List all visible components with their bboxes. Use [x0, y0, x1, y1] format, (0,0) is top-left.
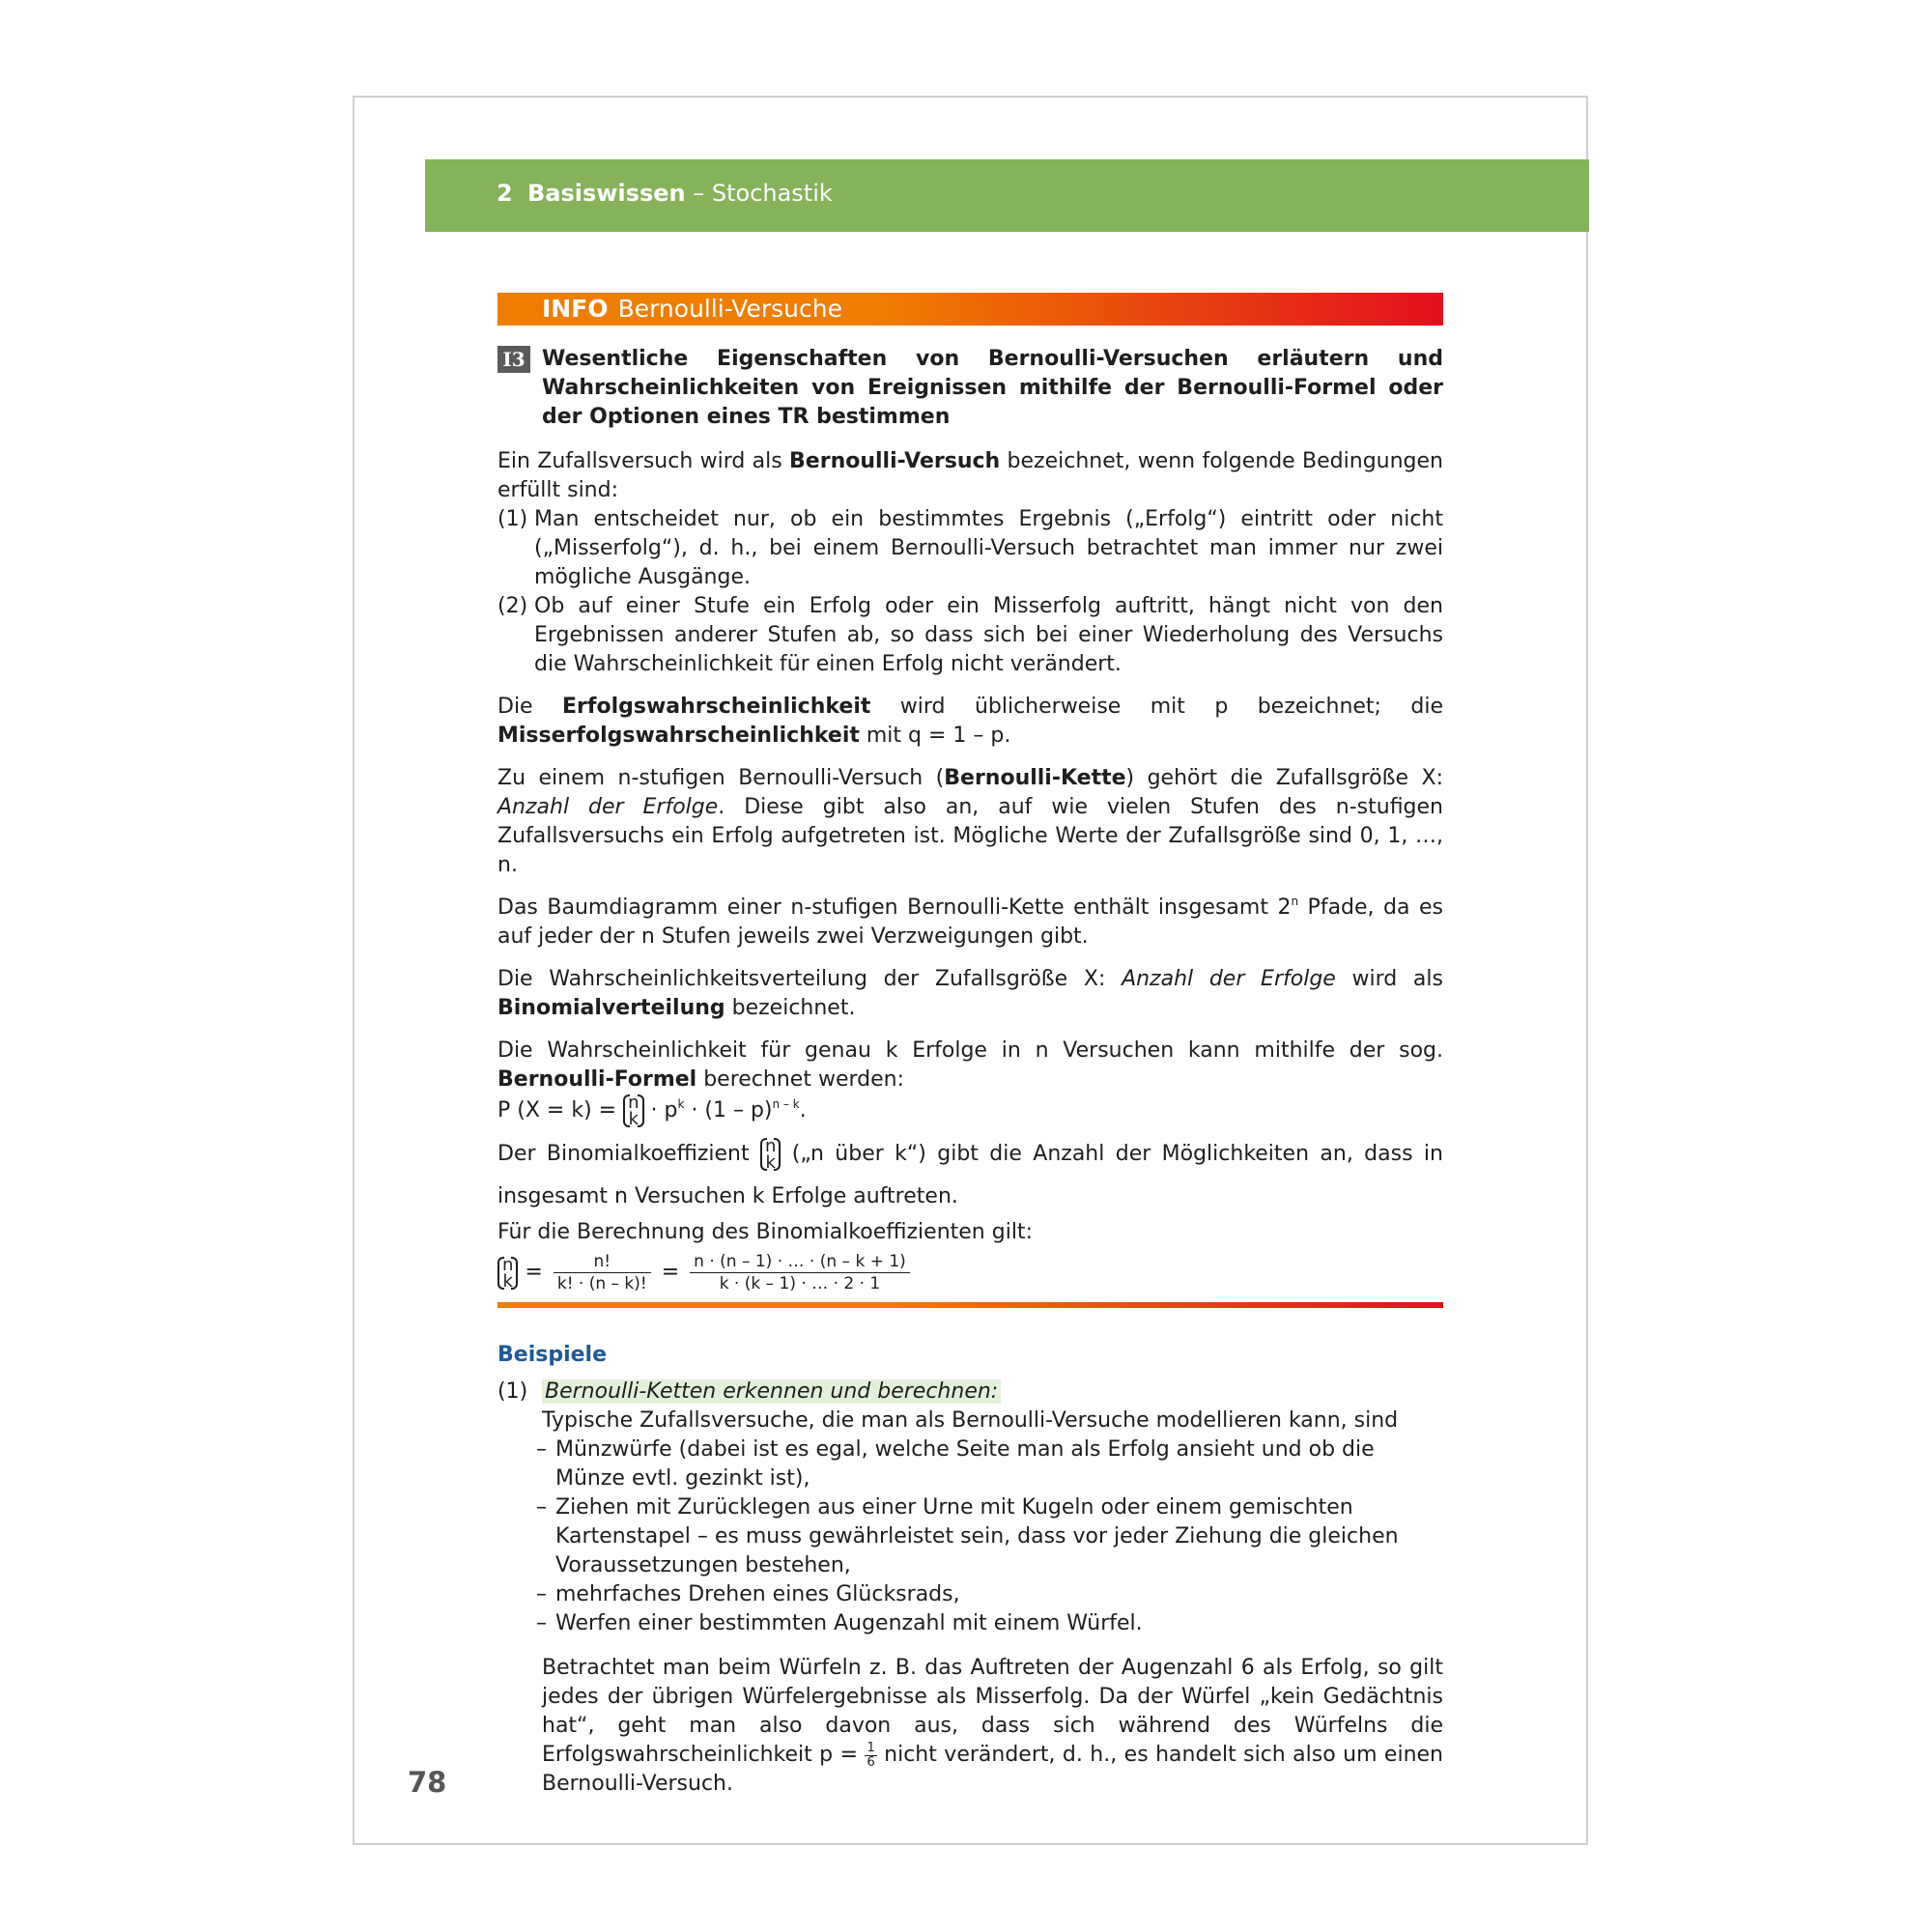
calculation-paragraph: Für die Berechnung des Binomialkoeffizienten gilt: [497, 1220, 1033, 1244]
text-span: („n über k“) gibt die Anzahl der Möglichkeiten an, dass in insgesamt n Versuchen k Erfolge auftreten. [497, 1142, 1443, 1208]
page-number: 78 [408, 1766, 447, 1799]
binomial-coefficient [497, 1254, 518, 1292]
list-item-text: Ziehen mit Zurücklegen aus einer Urne mit Kugeln oder einem gemischten Kartenstapel – es muss gewährleistet sein, dass vor jeder Ziehung die gleichen Voraussetzungen bestehen, [555, 1495, 1399, 1577]
text-span: wird üblicherweise mit p bezeichnet; die [870, 695, 1443, 719]
text-span: Die Wahrscheinlichkeitsverteilung der Zufallsgröße X: [497, 967, 1122, 991]
text-span: Betrachtet man beim Würfeln z. B. das Auftreten der Augenzahl 6 als Erfolg, so gilt jedes der übrigen Würfelergebnisse als Misserfolg. Da der Würfel „kein Gedächtnis hat“, geht man also davon aus, dass sich während des Würfelns die Erfolgswahrscheinlichkeit p = [542, 1656, 1443, 1767]
distribution-paragraph [497, 965, 1443, 1023]
text-span: bezeichnet. [724, 996, 856, 1020]
competency-row [497, 345, 1443, 432]
condition-text: Ob auf einer Stufe ein Erfolg oder ein Misserfolg auftritt, hängt nicht von den Ergebnissen anderer Stufen ab, so dass sich bei einer Wiederholung des Versuchs die Wahrscheinlichkeit für einen Erfolg nicht verändert. [534, 594, 1443, 676]
example-paragraph [542, 1654, 1443, 1799]
superscript: n [1291, 895, 1299, 908]
list-item [536, 1609, 1443, 1638]
binomial-coefficient [623, 1094, 643, 1127]
chapter-title [497, 180, 833, 207]
formula-text: . [799, 1098, 807, 1122]
binom-bottom: k [628, 1109, 639, 1129]
example-body [536, 1378, 1443, 1812]
example-number: (1) [497, 1379, 528, 1404]
text-span: wird als [1335, 967, 1443, 991]
term-bernoulli-versuch: Bernoulli-Versuch [789, 449, 1001, 473]
chapter-subtitle: Stochastik [711, 180, 833, 207]
conditions-list [497, 505, 1443, 679]
binom-bottom: k [765, 1152, 776, 1173]
text-span: Pfade, da es auf jeder der n Stufen jeweils zwei Verzweigungen gibt. [497, 895, 1443, 949]
condition-item [497, 505, 1443, 592]
term-binomialverteilung: Binomialverteilung [497, 996, 725, 1020]
text-span: Zu einem n-stufigen Bernoulli-Versuch ( [497, 766, 945, 790]
formula-text: · p [643, 1098, 678, 1122]
chain-paragraph [497, 764, 1443, 880]
fraction-numerator: n! [554, 1251, 651, 1273]
chapter-name: Basiswissen [526, 180, 686, 207]
example-dash-list [536, 1435, 1443, 1638]
binom-top: n [628, 1093, 639, 1113]
term-erfolgswahrscheinlichkeit: Erfolgswahrscheinlichkeit [562, 695, 871, 719]
fraction-denominator: 6 [867, 1754, 875, 1770]
text-span: . Diese gibt also an, auf wie vielen Stufen des n-stufigen Zufallsversuchs ein Erfolg aufgetreten ist. Mögliche Werte der Zufallsgröße sind 0, 1, …, n. [497, 795, 1443, 877]
dash-marker: – [536, 1582, 547, 1606]
info-title: Bernoulli-Versuche [617, 295, 842, 323]
text-span: Die [497, 695, 563, 719]
binomial-coefficient-formula [497, 1251, 1443, 1294]
list-item [536, 1493, 1443, 1580]
italic-term: Anzahl der Erfolge [497, 795, 719, 819]
fraction-numerator: n · (n – 1) · … · (n – k + 1) [690, 1251, 910, 1273]
i3-badge: I3 [497, 346, 530, 373]
fraction-numerator: 1 [867, 1740, 875, 1755]
superscript: n – k [772, 1097, 800, 1111]
italic-term: Anzahl der Erfolge [1122, 967, 1336, 991]
text-span: ) gehört die Zufallsgröße X: [1125, 766, 1443, 790]
condition-item [497, 592, 1443, 679]
text-span: nicht verändert, d. h., es handelt sich also um einen Bernoulli-Versuch. [542, 1743, 1443, 1796]
list-item-text: Werfen einer bestimmten Augenzahl mit einem Würfel. [555, 1611, 1143, 1635]
fraction-product [690, 1251, 910, 1294]
dash-marker: – [536, 1437, 547, 1462]
tree-paragraph [497, 894, 1443, 952]
probability-paragraph [497, 693, 1443, 751]
text-span: Ein Zufallsversuch wird als [497, 449, 790, 473]
list-item [536, 1435, 1443, 1493]
examples-heading: Beispiele [497, 1343, 607, 1367]
term-bernoulli-kette: Bernoulli-Kette [944, 766, 1126, 790]
info-header [497, 293, 1443, 326]
binomial-coefficient-paragraph [497, 1133, 1443, 1218]
info-box [497, 293, 1443, 1812]
fraction-factorial [554, 1251, 651, 1294]
binomial-coefficient [760, 1138, 781, 1171]
text-span: mit q = 1 – p. [859, 724, 1011, 748]
formula-text: = [518, 1260, 550, 1285]
dash-marker: – [536, 1495, 547, 1520]
bernoulli-formula [497, 1094, 1443, 1127]
text-span: berechnet werden: [696, 1067, 904, 1092]
text-span: Das Baumdiagramm einer n-stufigen Bernoulli-Kette enthält insgesamt 2 [497, 895, 1292, 920]
fraction-denominator: k! · (n – k)! [556, 1274, 647, 1293]
binom-bottom: k [502, 1270, 513, 1292]
info-box-end-rule [497, 1302, 1443, 1308]
binom-top: n [502, 1254, 514, 1275]
text-span: bezeichnet, wenn folgende Bedingungen erfüllt sind: [497, 449, 1443, 502]
formula-text: = [654, 1260, 687, 1285]
chapter-separator: – [685, 180, 712, 207]
dash-marker: – [536, 1611, 547, 1635]
list-item-text: mehrfaches Drehen eines Glücksrads, [555, 1582, 960, 1606]
competency-title: Wesentliche Eigenschaften von Bernoulli-Versuchen erläutern und Wahrscheinlichkeiten von Ereignissen mithilfe der Bernoulli-Formel oder der Optionen eines TR bestimmen [542, 347, 1443, 429]
term-bernoulli-formel: Bernoulli-Formel [497, 1067, 697, 1092]
fraction-one-sixth [865, 1742, 876, 1770]
formula-text: P (X = k) = [497, 1098, 624, 1122]
example-intro: Typische Zufallsversuche, die man als Bernoulli-Versuche modellieren kann, sind [542, 1408, 1399, 1433]
text-span: Der Binomialkoeffizient [497, 1142, 760, 1166]
list-item-text: Münzwürfe (dabei ist es egal, welche Seite man als Erfolg ansieht und ob die Münze evtl. gezinkt ist), [555, 1437, 1375, 1491]
term-misserfolgswahrscheinlichkeit: Misserfolgswahrscheinlichkeit [497, 724, 860, 748]
binom-top: n [765, 1136, 777, 1156]
info-tag: INFO [542, 295, 609, 323]
fraction-denominator: k · (k – 1) · … · 2 · 1 [719, 1274, 881, 1293]
condition-number: (2) [497, 594, 528, 618]
chapter-number: 2 [497, 180, 513, 207]
text-span: Die Wahrscheinlichkeit für genau k Erfolge in n Versuchen kann mithilfe der sog. [497, 1038, 1443, 1063]
list-item [536, 1580, 1443, 1609]
condition-text: Man entscheidet nur, ob ein bestimmtes Ergebnis („Erfolg“) eintritt oder nicht („Misserfolg“), d. h., bei einem Bernoulli-Versuch betrachtet man immer nur zwei mögliche Ausgänge. [534, 507, 1443, 589]
example-item [497, 1378, 1443, 1812]
definition-paragraph [497, 447, 1443, 505]
superscript: k [677, 1097, 685, 1111]
condition-number: (1) [497, 507, 528, 531]
formula-text: · (1 – p) [684, 1098, 773, 1122]
example-title: Bernoulli-Ketten erkennen und berechnen: [542, 1379, 1001, 1404]
formula-intro-paragraph [497, 1037, 1443, 1094]
